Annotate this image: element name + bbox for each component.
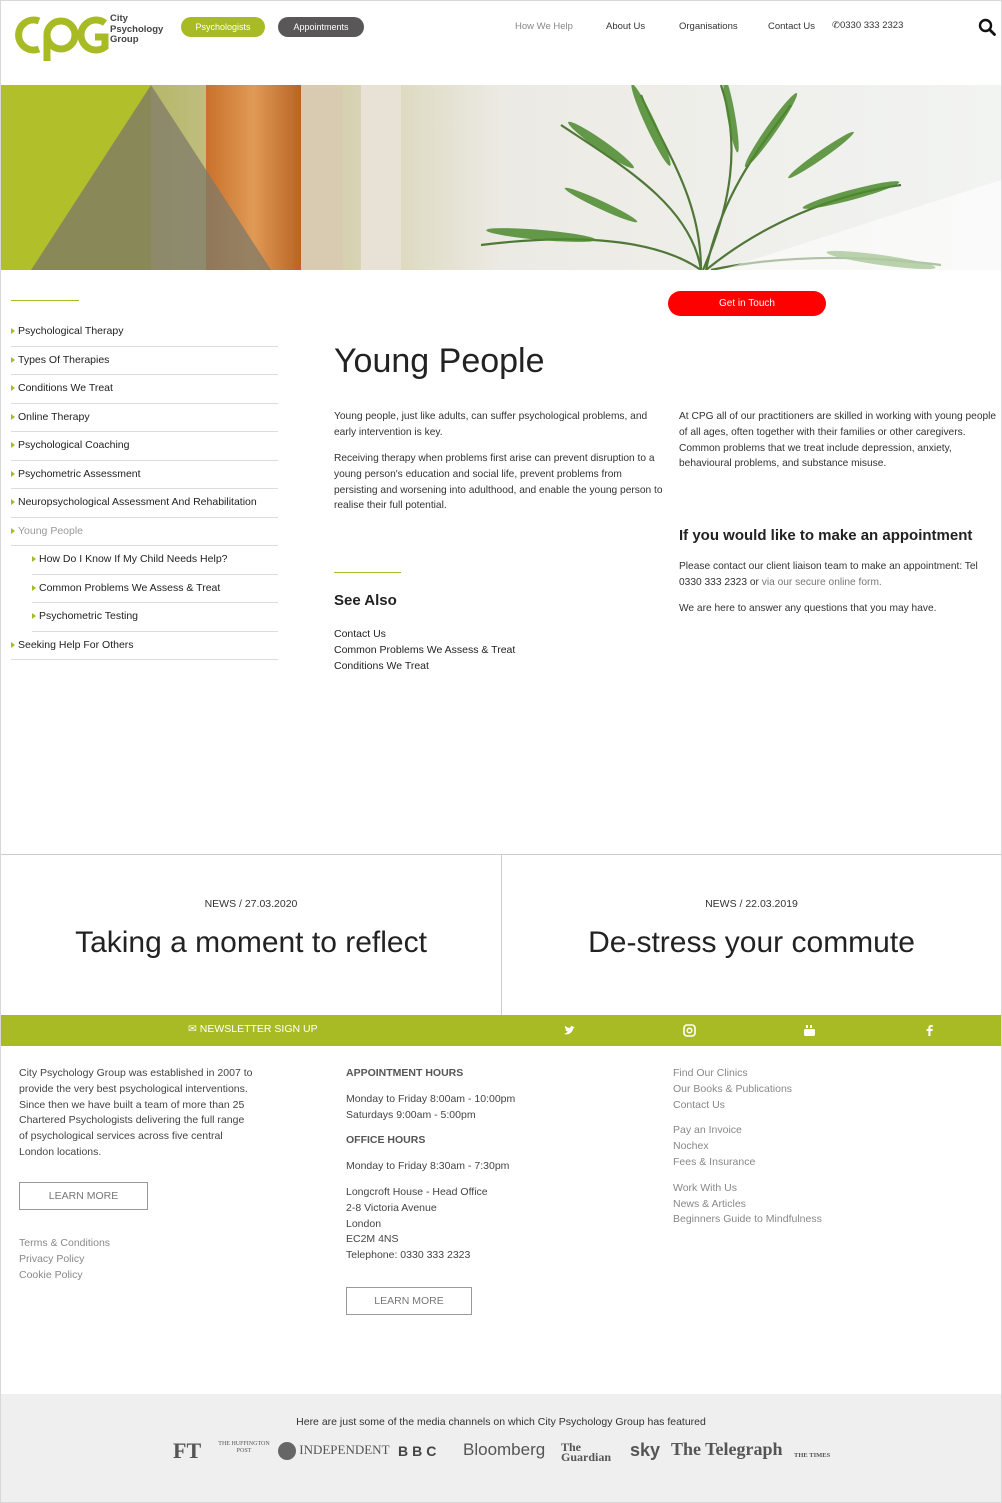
envelope-icon: ✉: [188, 1023, 197, 1035]
huffington-post-logo: THE HUFFINGTON POST: [218, 1441, 270, 1454]
learn-more-button-2[interactable]: LEARN MORE: [346, 1287, 472, 1315]
privacy-link[interactable]: Privacy Policy: [19, 1252, 85, 1265]
instagram-icon[interactable]: [683, 1024, 696, 1037]
sidebar-item-conditions-we-treat[interactable]: Conditions We Treat: [11, 375, 278, 404]
sidebar-subitem-child-needs-help[interactable]: How Do I Know If My Child Needs Help?: [32, 546, 278, 575]
sidebar-item-young-people[interactable]: Young People: [11, 518, 278, 547]
news-section: [1, 854, 1001, 1016]
questions-paragraph: We are here to answer any questions that you may have.: [679, 603, 937, 614]
appointment-hours-saturday: Saturdays 9:00am - 5:00pm: [346, 1108, 476, 1121]
social-bar: [1, 1015, 1001, 1046]
search-icon[interactable]: [978, 18, 996, 36]
office-hours-text: Monday to Friday 8:30am - 7:30pm: [346, 1160, 510, 1173]
eagle-icon: [278, 1442, 296, 1460]
news-card[interactable]: [502, 855, 1001, 1016]
times-logo: THE TIMES: [794, 1452, 831, 1459]
sidebar-item-psychometric-assessment[interactable]: Psychometric Assessment: [11, 461, 278, 490]
mindfulness-link[interactable]: Beginners Guide to Mindfulness: [673, 1213, 822, 1226]
sidebar-accent-rule: [11, 300, 79, 301]
work-with-us-link[interactable]: Work With Us: [673, 1181, 737, 1194]
footer-contact-link[interactable]: Contact Us: [673, 1098, 725, 1111]
find-clinics-link[interactable]: Find Our Clinics: [673, 1067, 748, 1079]
appointment-paragraph: Please contact our client liaison team to make an appointment: Tel 0330 333 2323 or via our secure online form.: [679, 561, 978, 588]
learn-more-button[interactable]: LEARN MORE: [19, 1182, 148, 1210]
address-line: London: [346, 1217, 382, 1230]
therapy-paragraph: Receiving therapy when problems first arise can prevent disruption to a young person's education and social life, prevent problems from persisting and worsening into adulthood, and enable the young person to realise their full potential.: [334, 453, 663, 512]
sky-logo: sky: [630, 1440, 661, 1460]
pay-invoice-link[interactable]: Pay an Invoice: [673, 1124, 742, 1137]
see-also-link-conditions[interactable]: Conditions We Treat: [334, 659, 429, 672]
address-line: Longcroft House - Head Office: [346, 1185, 488, 1198]
news-title[interactable]: Taking a moment to reflect: [75, 926, 427, 959]
terms-link[interactable]: Terms & Conditions: [19, 1237, 111, 1249]
nav-organisations[interactable]: Organisations: [679, 21, 738, 32]
facebook-icon[interactable]: [923, 1024, 936, 1037]
sidebar-nav: [11, 318, 278, 660]
news-meta: NEWS / 22.03.2019: [705, 898, 798, 910]
see-also-title: See Also: [334, 592, 397, 609]
appointment-hours-weekday: Monday to Friday 8:00am - 10:00pm: [346, 1092, 516, 1105]
page-title: Young People: [334, 342, 545, 380]
address-telephone: Telephone: 0330 333 2323: [346, 1249, 471, 1262]
nav-about-us[interactable]: About Us: [606, 21, 646, 32]
sidebar-item-seeking-help-for-others[interactable]: Seeking Help For Others: [11, 632, 278, 661]
youtube-icon[interactable]: [803, 1024, 816, 1037]
books-link[interactable]: Our Books & Publications: [673, 1082, 793, 1095]
site-header: [0, 0, 1002, 85]
sidebar-item-types-of-therapies[interactable]: Types Of Therapies: [11, 347, 278, 376]
see-also-link-contact[interactable]: Contact Us: [334, 628, 386, 640]
nav-contact-us[interactable]: Contact Us: [768, 21, 815, 32]
news-title[interactable]: De-stress your commute: [588, 926, 915, 959]
bloomberg-logo: Bloomberg: [463, 1440, 546, 1459]
header-phone[interactable]: ✆0330 333 2323: [832, 20, 904, 31]
footer-about-text: City Psychology Group was established in 2007 to provide the very best psychological interventions. Since then we have built a team of more than 25 Chartered Psychologists delivering the full range of psychological services across five central London locations.: [19, 1067, 253, 1158]
twitter-icon[interactable]: [563, 1024, 576, 1037]
nav-how-we-help[interactable]: How We Help: [515, 21, 573, 32]
newsletter-signup-link[interactable]: ✉ NEWSLETTER SIGN UP: [188, 1023, 318, 1035]
media-text: Here are just some of the media channels on which City Psychology Group has featured: [296, 1416, 706, 1428]
online-form-link[interactable]: via our secure online form.: [761, 576, 882, 588]
see-also-list: [334, 627, 515, 674]
fees-link[interactable]: Fees & Insurance: [673, 1155, 756, 1168]
news-articles-link[interactable]: News & Articles: [673, 1197, 746, 1210]
appointments-button[interactable]: Appointments: [278, 17, 364, 37]
address-line: 2-8 Victoria Avenue: [346, 1201, 437, 1214]
address-line: EC2M 4NS: [346, 1233, 399, 1246]
ft-logo: FT: [173, 1438, 202, 1463]
get-in-touch-button[interactable]: Get in Touch: [668, 291, 826, 316]
independent-logo: INDEPENDENT: [278, 1442, 390, 1460]
sidebar-item-psychological-therapy[interactable]: Psychological Therapy: [11, 318, 278, 347]
hero-banner: [1, 85, 1001, 270]
see-also-link-common-problems[interactable]: Common Problems We Assess & Treat: [334, 643, 516, 656]
cookie-link[interactable]: Cookie Policy: [19, 1268, 83, 1281]
intro-paragraph: Young people, just like adults, can suffer psychological problems, and early intervention is key.: [334, 411, 648, 438]
media-section: [1, 1394, 1001, 1502]
hero-image: [1, 85, 1001, 270]
psychologists-button[interactable]: Psychologists: [181, 17, 265, 37]
nochex-link[interactable]: Nochex: [673, 1140, 709, 1153]
news-meta: NEWS / 27.03.2020: [204, 898, 298, 910]
sidebar-subitem-common-problems[interactable]: Common Problems We Assess & Treat: [32, 575, 278, 604]
appointment-heading: If you would like to make an appointment: [679, 527, 973, 544]
legal-links: [19, 1236, 110, 1283]
sidebar-item-online-therapy[interactable]: Online Therapy: [11, 404, 278, 433]
guardian-logo: The Guardian: [561, 1440, 612, 1464]
news-card[interactable]: [1, 855, 502, 1016]
logo-text: City Psychology Group: [110, 13, 164, 45]
office-hours-heading: OFFICE HOURS: [346, 1134, 426, 1147]
bbc-logo: BBC: [398, 1443, 441, 1459]
sidebar-item-neuropsychological-assessment[interactable]: Neuropsychological Assessment And Rehabilitation: [11, 489, 278, 518]
footer-hours: [346, 1066, 606, 1264]
phone-icon: ✆: [832, 20, 840, 31]
telegraph-logo: The Telegraph: [671, 1439, 783, 1459]
sidebar-item-psychological-coaching[interactable]: Psychological Coaching: [11, 432, 278, 461]
footer-links: [673, 1066, 822, 1228]
see-also-rule: [334, 572, 401, 573]
practitioners-paragraph: At CPG all of our practitioners are skilled in working with young people of all ages, often together with their families or other caregivers. Common problems that we treat include depression, anxiety, behavioural problems, and substance misuse.: [679, 411, 997, 470]
appointment-hours-heading: APPOINTMENT HOURS: [346, 1067, 464, 1079]
sidebar-subitem-psychometric-testing[interactable]: Psychometric Testing: [32, 603, 278, 632]
